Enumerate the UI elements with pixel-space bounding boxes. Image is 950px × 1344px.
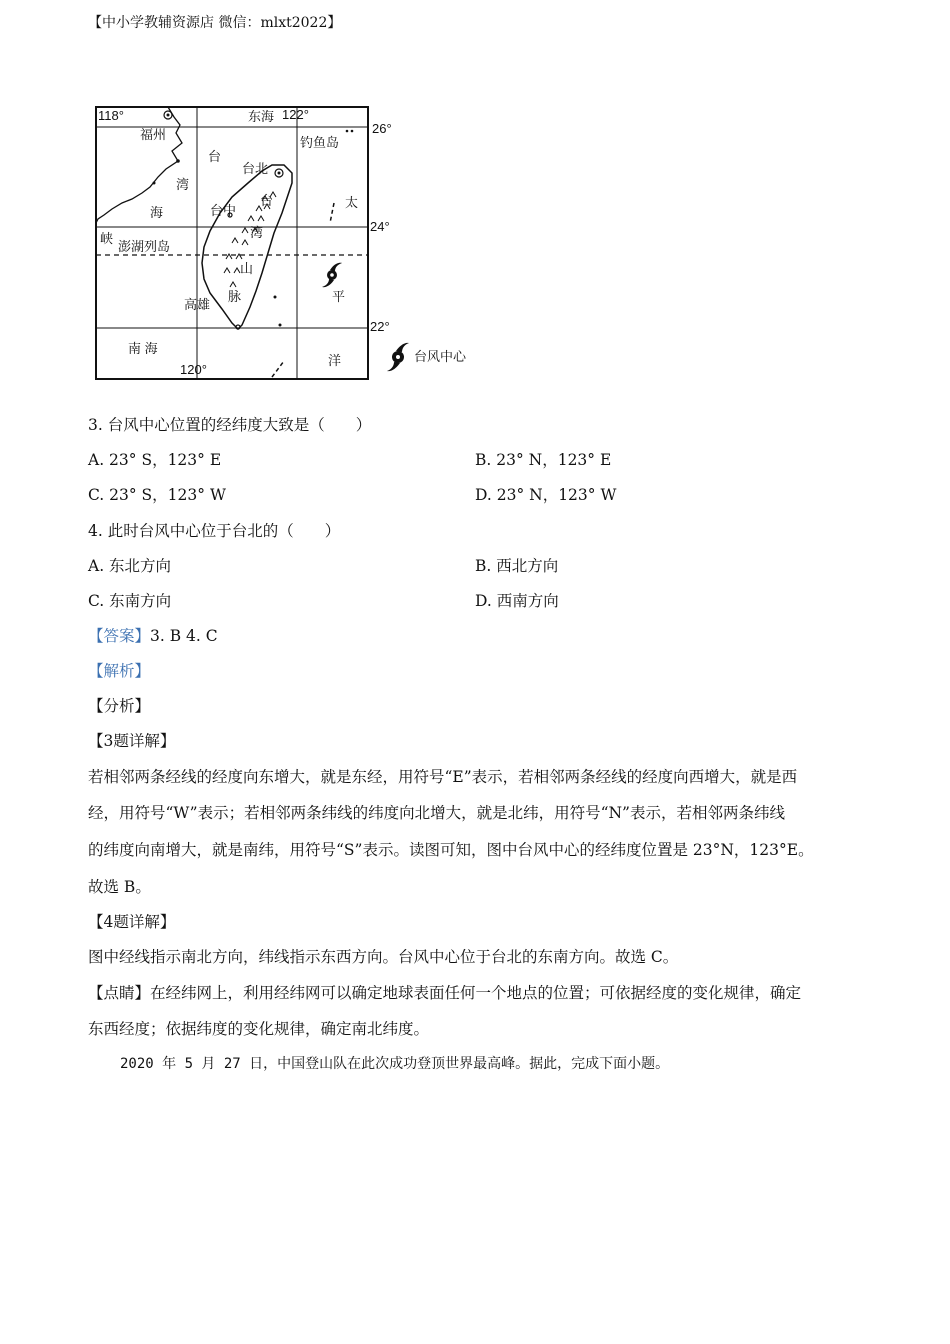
typhoon-track-south (272, 361, 284, 377)
detail3-line-4: 故选 B。 (88, 878, 151, 896)
q4-option-b: B. 西北方向 (475, 557, 559, 575)
label-wan-mountain: 湾 (250, 225, 264, 240)
dianjing-line-2: 东西经度；依据纬度的变化规律，确定南北纬度。 (88, 1020, 430, 1038)
mainland-coastline (96, 107, 182, 223)
detail3-title: 【3题详解】 (88, 732, 176, 750)
next-section-intro: 2020 年 5 月 27 日，中国登山队在此次成功登顶世界最高峰。据此，完成下面小题。 (120, 1056, 670, 1072)
legend-typhoon-icon (387, 343, 409, 371)
label-fuzhou: 福州 (140, 127, 167, 142)
label-penghu: 澎湖列岛 (118, 239, 171, 254)
typhoon-center-icon (322, 263, 342, 287)
analysis-label: 【解析】 (88, 662, 151, 680)
dianjing-label: 【点睛】 (88, 984, 151, 1002)
q4-option-d: D. 西南方向 (475, 592, 559, 610)
detail3-line-3: 的纬度向南增大，就是南纬，用符号“S”表示。读图可知，图中台风中心的经纬度位置是 23°N，123°E。 (88, 841, 814, 859)
lat-label-22: 22° (370, 319, 390, 334)
label-taibei: 台北 (242, 161, 269, 176)
taiwan-island (202, 165, 292, 329)
q4-stem: 4. 此时台风中心位于台北的（ ） (88, 522, 341, 540)
label-tai-mountain: 台 (260, 193, 274, 208)
label-shan: 山 (240, 261, 254, 276)
dianjing-text-1: 在经纬网上，利用经纬网可以确定地球表面任何一个地点的位置；可依据经度的变化规律，确定 (150, 984, 802, 1002)
q3-stem: 3. 台风中心位置的经纬度大致是（ ） (88, 416, 372, 434)
q3-option-c: C. 23° S，123° W (88, 486, 226, 504)
lat-label-24: 24° (370, 219, 390, 234)
lon-label-118: 118° (98, 108, 124, 123)
label-gaoxiong: 高雄 (184, 297, 211, 312)
answer-line (88, 625, 218, 647)
label-diaoyudao: 钓鱼岛 (300, 135, 340, 150)
detail4-line: 图中经线指示南北方向，纬线指示东西方向。台风中心位于台北的东南方向。故选 C。 (88, 948, 679, 966)
typhoon-map (92, 103, 492, 385)
label-hai-strait: 海 (150, 205, 164, 220)
q3-option-d: D. 23° N，123° W (475, 486, 617, 504)
detail3-line-1: 若相邻两条经线的经度向东增大，就是东经，用符号“E”表示，若相邻两条经线的经度向西增大，就是西 (88, 768, 798, 786)
label-pacific-yang: 洋 (328, 353, 342, 368)
label-nanhai: 南 海 (128, 341, 158, 356)
answer-label: 【答案】 (88, 627, 151, 645)
label-mai: 脉 (228, 289, 242, 304)
lat-label-26: 26° (372, 121, 392, 136)
q3-option-a: A. 23° S，123° E (88, 451, 222, 469)
fenxi-label: 【分析】 (88, 697, 151, 715)
lon-label-120: 120° (180, 362, 207, 377)
typhoon-track-north (330, 203, 334, 223)
legend-label: 台风中心 (414, 349, 467, 364)
label-tai-strait-1: 台 (208, 149, 222, 164)
detail4-title: 【4题详解】 (88, 913, 176, 931)
q4-option-c: C. 东南方向 (88, 592, 172, 610)
label-pacific-ping: 平 (332, 289, 346, 304)
label-pacific-tai: 太 (345, 195, 359, 210)
label-taizhong: 台中 (210, 203, 237, 218)
lon-label-122: 122° (282, 107, 309, 122)
page-header: 【中小学教辅资源店 微信：mlxt2022】 (88, 15, 342, 31)
label-donghai: 东海 (248, 109, 275, 124)
dianjing-line-1 (88, 982, 801, 1004)
label-xia: 峡 (100, 231, 114, 246)
detail3-line-2: 经，用符号“W”表示；若相邻两条纬线的纬度向北增大，就是北纬，用符号“N”表示，若相邻两条纬线 (88, 804, 785, 822)
q4-option-a: A. 东北方向 (88, 557, 172, 575)
answer-text: 3. B 4. C (150, 627, 218, 645)
label-wan-strait: 湾 (176, 177, 190, 192)
q3-option-b: B. 23° N，123° E (475, 451, 612, 469)
